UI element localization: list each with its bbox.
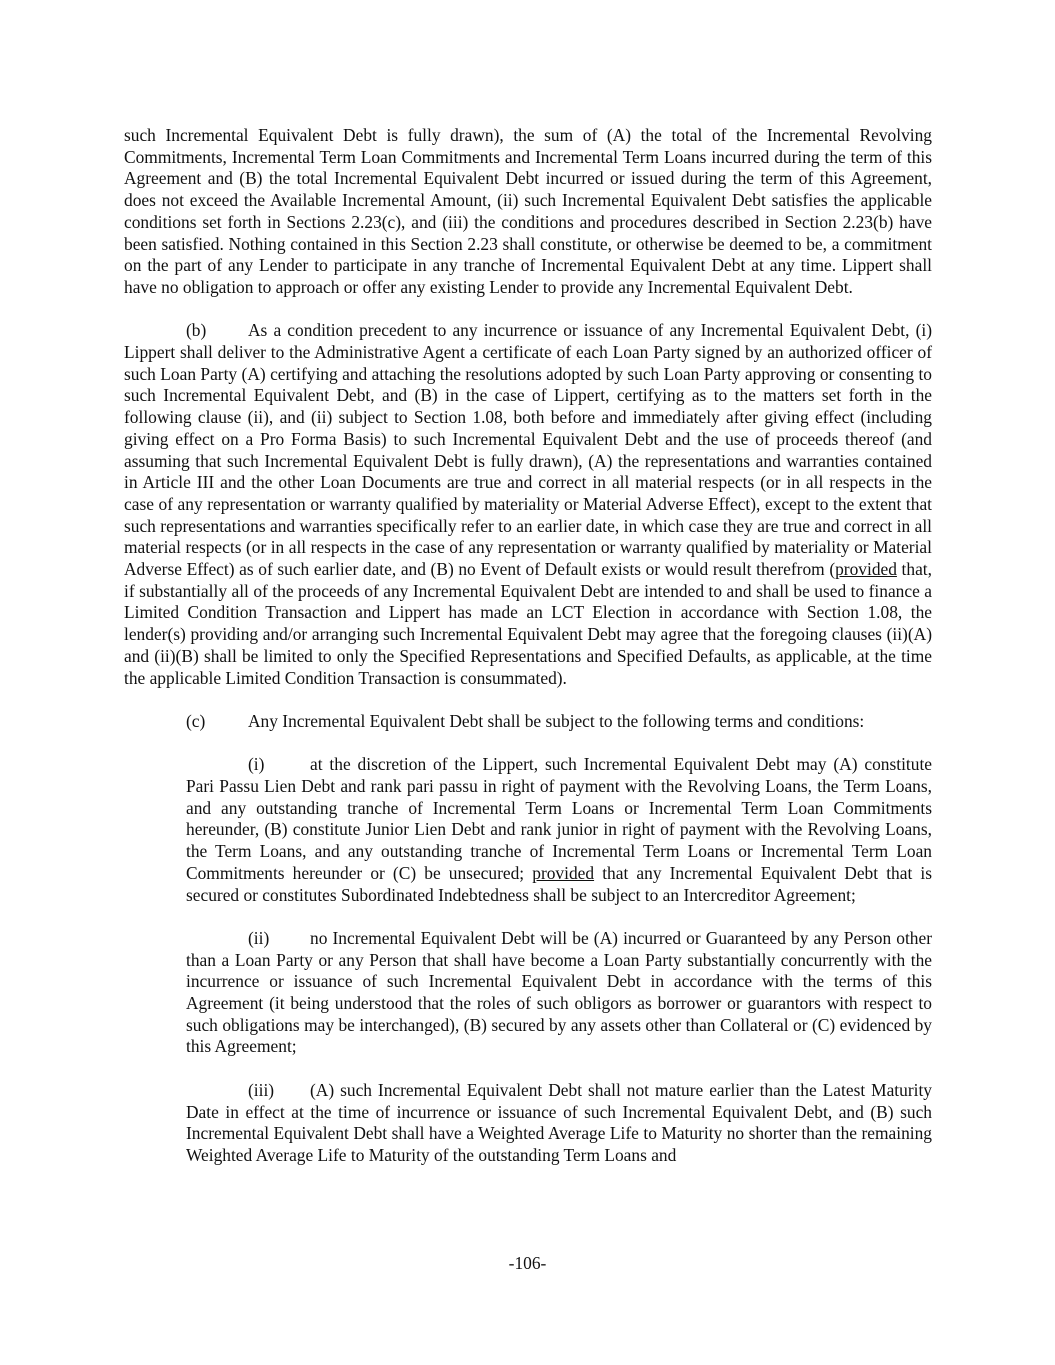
clause-iii-marker: (iii) xyxy=(248,1079,275,1100)
section-b-provided: provided xyxy=(835,559,897,580)
section-b-marker: (b) xyxy=(186,320,207,341)
section-b-text-end: that, if substantially all of the proceeds of any Incremental Equivalent Debt are intended to and shall be used to finance a Limited Condition Transaction and Lippert has made an LCT Election in accordance with Section 1.08, the lender(s) providing and/or arranging such Incremental Equivalent Debt may agree that the foregoing clauses (ii)(A) and (ii)(B) shall be limited to only the Specified Representations and Specified Defaults, as applicable, at the time the applicable Limited Condition Transaction is consummated). xyxy=(124,559,932,688)
clause-ii-paragraph xyxy=(186,928,932,1058)
clause-i-text-end: that any Incremental Equivalent Debt that is secured or constitutes Subordinated Indebtedness shall be subject to an Intercreditor Agreement; xyxy=(186,862,932,905)
clause-i-paragraph xyxy=(186,754,932,906)
page-number: -106- xyxy=(508,1253,547,1273)
clause-i-marker: (i) xyxy=(248,754,265,775)
clause-iii-paragraph xyxy=(186,1080,932,1167)
intro-paragraph: such Incremental Equivalent Debt is fully drawn), the sum of (A) the total of the Incremental Revolving Commitments, Incremental Term Loan Commitments and Incremental Term Loans incurred during the term of this Agreement and (B) the total Incremental Equivalent Debt incurred or issued during the term of this Agreement, does not exceed the Available Incremental Amount, (ii) such Incremental Equivalent Debt satisfies the applicable conditions set forth in Sections 2.23(c), and (iii) the conditions and procedures described in Section 2.23(b) have been satisfied. Nothing contained in this Section 2.23 shall constitute, or otherwise be deemed to be, a commitment on the part of any Lender to participate in any tranche of Incremental Equivalent Debt at any time. Lippert shall have no obligation to approach or offer any existing Lender to provide any Incremental Equivalent Debt. xyxy=(124,125,932,297)
section-c-marker: (c) xyxy=(186,710,206,731)
document-body xyxy=(124,125,932,1188)
clause-iii-text: (A) such Incremental Equivalent Debt shall not mature earlier than the Latest Maturity Date in effect at the time of incurrence or issuance of such Incremental Equivalent Debt, and (B) such Incremental Equivalent Debt shall have a Weighted Average Life to Maturity no shorter than the remaining Weighted Average Life to Maturity of the outstanding Term Loans and xyxy=(186,1079,932,1165)
clause-i-provided: provided xyxy=(532,862,595,883)
clause-ii-marker: (ii) xyxy=(248,927,270,948)
clause-i-text-start: at the discretion of the Lippert, such Incremental Equivalent Debt may (A) constitute Pari Passu Lien Debt and rank pari passu in right of payment with the Revolving Loans, the Term Loans, and any outstanding tranche of Incremental Term Loans or Incremental Term Loan Commitments hereunder, (B) constitute Junior Lien Debt and rank junior in right of payment with the Revolving Loans, the Term Loans, and any outstanding tranche of Incremental Term Loans or Incremental Term Loan Commitments hereunder or (C) be unsecured; xyxy=(186,754,932,883)
section-b-paragraph xyxy=(124,320,932,689)
section-c-text: Any Incremental Equivalent Debt shall be subject to the following terms and conditions: xyxy=(248,710,865,731)
clause-ii-text: no Incremental Equivalent Debt will be (A) incurred or Guaranteed by any Person other than a Loan Party or any Person that shall have become a Loan Party substantially concurrently with the incurrence or issuance of such Incremental Equivalent Debt in accordance with the terms of this Agreement (it being understood that the roles of such obligors as borrower or guarantors with respect to such obligations may be interchanged), (B) secured by any assets other than Collateral or (C) evidenced by this Agreement; xyxy=(186,927,932,1057)
section-c-paragraph xyxy=(124,711,932,733)
section-b-text-start: As a condition precedent to any incurrence or issuance of any Incremental Equivalent Debt, (i) Lippert shall deliver to the Administrative Agent a certificate of each Loan Party signed by an authorized officer of such Loan Party (A) certifying and attaching the resolutions adopted by such Loan Party approving or consenting to such Incremental Equivalent Debt, and (B) in the case of Lippert, certifying as to the matters set forth in the following clause (ii), and (ii) subject to Section 1.08, both before and immediately after giving effect (including giving effect on a Pro Forma Basis) to such Incremental Equivalent Debt and the use of proceeds thereof (and assuming that such Incremental Equivalent Debt is fully drawn), (A) the representations and warranties contained in Article III and the other Loan Documents are true and correct in all material respects (or in all respects in the case of any representation or warranty qualified by materiality or Material Adverse Effect), except to the extent that such representations and warranties specifically refer to an earlier date, in which case they are true and correct in all material respects (or in all respects in the case of any representation or warranty qualified by materiality or Material Adverse Effect) as of such earlier date, and (B) no Event of Default exists or would result therefrom ( xyxy=(124,320,932,580)
